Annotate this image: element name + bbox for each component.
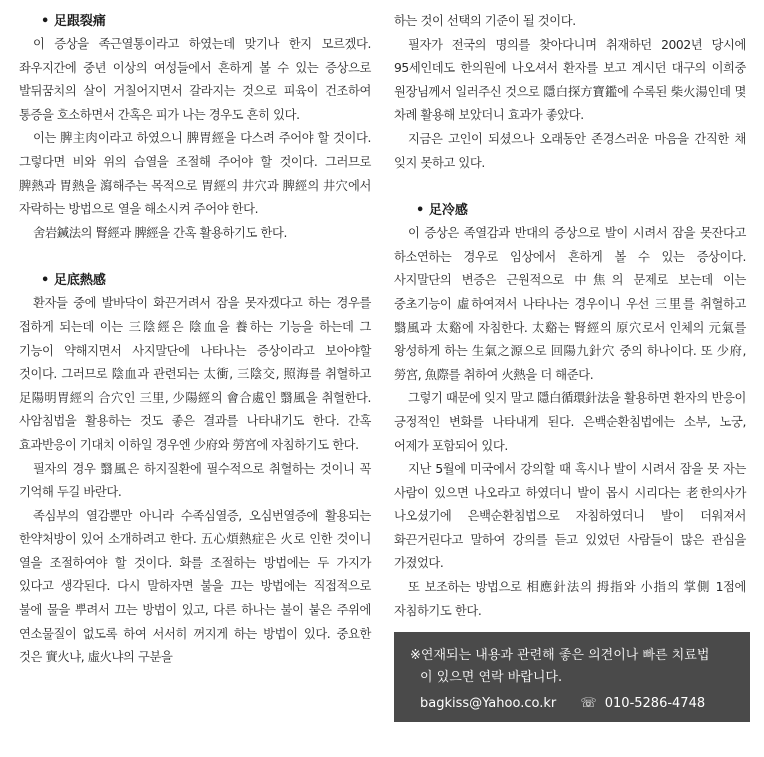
- section-heading-cold-feet: • 足冷感: [416, 203, 468, 219]
- paragraph: 지난 5월에 미국에서 강의할 때 혹시나 발이 시려서 잠을 못 자는 사람이 있으면 나오라고 하였더니 발이 몹시 시리다는 老한의사가 나오셨기에 은백순환침법으로 자침하였더니 발이 더워져서 화끈거린다고 말하여 강의를 듣고 있었던 사람들이 많은 관심을 가졌었다.: [394, 462, 746, 571]
- notice-text: [410, 645, 736, 689]
- paragraph: 환자들 중에 발바닥이 화끈거려서 잠을 못자겠다고 하는 경우를 접하게 되는데 이는 三陰經은 陰血을 養하는 기능을 하는데 그 기능이 약해지면서 사지말단에 나타나는 증상이라고 보아야할 것이다. 그러므로 陰血과 관련되는 太衝, 三陰交, 照海를 취혈하고 足陽明胃經의 合穴인 三里, 少陽經의 會合處인 翳風을 취혈한다. 사암침법을 활용하는 것도 좋은 결과를 나타내기도 한다. 간혹 효과반응이 기대치 이하일 경우엔 少府와 勞宮에 자침하기도 한다.: [19, 296, 371, 452]
- contact-notice-box: [394, 632, 750, 722]
- paragraph: 이 증상은 족열감과 반대의 증상으로 발이 시려서 잠을 못잔다고 하소연하는 경우로 임상에서 흔하게 볼 수 있는 증상이다. 사지말단의 변증은 근원적으로 中焦의 문제로 보는데 이는 중초기능이 虛하여져서 나타나는 경우이니 우선 三里를 취혈하고 翳風과 太谿에 자침한다. 太谿는 腎經의 原穴로서 인체의 元氣를 왕성하게 하는 生氣之源으로 回陽九針穴 중의 하나이다. 또 少府, 勞宮, 魚際를 취하여 火熱을 더 해준다.: [394, 226, 746, 382]
- section-heading-heel-crack: • 足跟裂痛: [41, 14, 106, 29]
- paragraph: 지금은 고인이 되셨으나 오래동안 존경스러운 마음을 간직한 채 잊지 못하고 있다.: [394, 131, 746, 170]
- paragraph: 舍岩鍼法의 腎經과 脾經을 간혹 활용하기도 한다.: [33, 225, 287, 240]
- left-column: [19, 10, 371, 670]
- phone-number[interactable]: 010-5286-4748: [604, 696, 706, 711]
- contact-line: [410, 693, 736, 715]
- paragraph: 또 보조하는 방법으로 相應針法의 拇指와 小指의 掌側 1점에 자침하기도 한다.: [394, 580, 746, 618]
- paragraph: 이 증상을 족근열통이라고 하였는데 맞기나 한지 모르겠다. 좌우지간에 중년 이상의 여성들에서 흔하게 볼 수 있는 증상으로 발뒤꿈치의 살이 거칠어지면서 갈라지는 것으로 피육이 건조하여 통증을 호소하면서 간혹은 피가 나는 경우도 흔히 있다.: [19, 37, 371, 122]
- paragraph-continued: 하는 것이 선택의 기준이 될 것이다.: [394, 14, 576, 28]
- phone-icon: ☏: [580, 696, 597, 711]
- email-address[interactable]: bagkiss@Yahoo.co.kr: [420, 696, 557, 711]
- paragraph: 필자의 경우 翳風은 하지질환에 필수적으로 취혈하는 것이니 꼭 기억해 두길 바란다.: [19, 461, 371, 500]
- section-heading-sole-heat: • 足底熱感: [41, 273, 106, 289]
- notice-line-2: 이 있으면 연락 바랍니다.: [420, 670, 563, 685]
- section-spacer: [394, 175, 746, 199]
- section-spacer: [19, 245, 371, 269]
- paragraph: 이는 脾主肉이라고 하였으니 脾胃經을 다스려 주어야 할 것이다. 그렇다면 비와 위의 습열을 조절해 주어야 할 것이다. 그러므로 脾熱과 胃熱을 瀉해주는 목적으로 胃經의 井穴과 脾經의 井穴에서 자락하는 방법으로 열을 해소시켜 주어야 한다.: [19, 131, 371, 217]
- paragraph: 그렇기 때문에 잊지 말고 隱白循環針法을 활용하면 환자의 반응이 긍정적인 변화를 나타내게 된다. 은백순환침법에는 소부, 노궁, 어제가 포함되어 있다.: [394, 391, 746, 453]
- notice-line-1: ※연재되는 내용과 관련해 좋은 의견이나 빠른 치료법: [410, 648, 710, 663]
- right-column: [394, 10, 746, 623]
- paragraph: 족심부의 열감뿐만 아니라 수족심열증, 오심번열증에 활용되는 한약처방이 있어 소개하려고 한다. 五心煩熱症은 火로 인한 것이니 열을 조절하여야 할 것이다. 화를 조절하는 방법에는 두 가지가 있다고 생각된다. 다시 말하자면 불을 끄는 방법에는 직접적으로 불에 물을 뿌려서 끄는 방법이 있고, 다른 하나는 불이 붙은 주위에 연소물질이 없도록 하여 서서히 꺼지게 하는 방법이 있다. 중요한 것은 實火냐, 虛火냐의 구분을: [19, 508, 371, 665]
- paragraph: 필자가 전국의 명의를 찾아다니며 취재하던 2002년 당시에 95세인데도 한의원에 나오셔서 환자를 보고 계시던 대구의 이희중 원장님께서 일러주신 것으로 隱白探方寶鑑에 수록된 柴火湯인데 몇 차례 활용해 보았더니 효과가 좋았다.: [394, 37, 746, 123]
